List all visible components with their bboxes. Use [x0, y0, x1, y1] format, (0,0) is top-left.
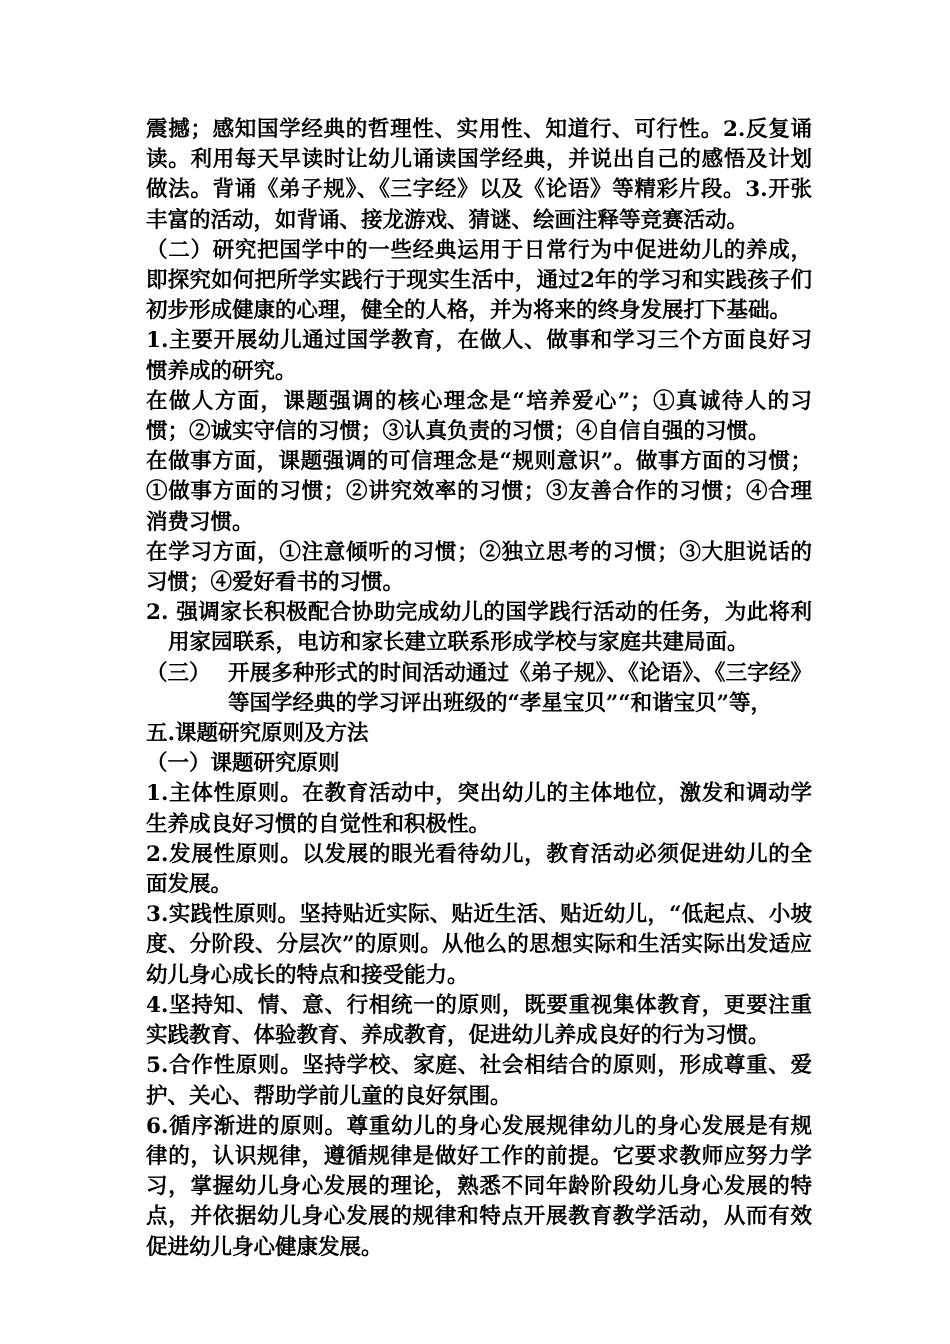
paragraph-item-2: 2. 强调家长积极配合协助完成幼儿的国学践行活动的任务，为此将利用家园联系，电访和家长建立联系形成学校与家庭共建局面。	[146, 600, 812, 656]
principle-practice: 3.实践性原则。坚持贴近实际、贴近生活、贴近幼儿，“低起点、小坡度、分阶段、分层次”的原则。从他么的思想实际和生活实际出发适应幼儿身心成长的特点和接受能力。	[146, 902, 812, 988]
paragraph-reading-activities: 震撼；感知国学经典的哲理性、实用性、知道行、可行性。2.反复诵读。利用每天早读时让幼儿诵读国学经典，并说出自己的感悟及计划做法。背诵《弟子规》、《三字经》以及《论语》等精彩片段。3.开张丰富的活动，如背诵、接龙游戏、猜谜、绘画注释等竞赛活动。	[146, 117, 812, 233]
paragraph-section-two: （二）研究把国学中的一些经典运用于日常行为中促进幼儿的养成，即探究如何把所学实践行于现实生活中，通过2年的学习和实践孩子们初步形成健康的心理，健全的人格，并为将来的终身发展打下基础。	[146, 237, 812, 324]
section-three-item	[146, 659, 812, 719]
paragraph-being-person: 在做人方面，课题强调的核心理念是“培养爱心”；①真诚待人的习惯；②诚实守信的习惯；③认真负责的习惯；④自信自强的习惯。	[146, 388, 812, 445]
principle-subject: 1.主体性原则。在教育活动中，突出幼儿的主体地位，激发和调动学生养成良好习惯的自觉性和积极性。	[146, 781, 812, 837]
paragraph-item-1: 1.主要开展幼儿通过国学教育，在做人、做事和学习三个方面良好习惯养成的研究。	[146, 328, 812, 384]
section-five-subheading: （一）课题研究原则	[146, 751, 340, 777]
principle-gradual: 6.循序渐进的原则。尊重幼儿的身心发展规律幼儿的身心发展是有规律的，认识规律，遵循规律是做好工作的前提。它要求教师应努力学习，掌握幼儿身心发展的理论，熟悉不同年龄阶段幼儿身心发展的特点，并依据幼儿身心发展的规律和特点开展教育教学活动，从而有效促进幼儿身心健康发展。	[146, 1113, 812, 1260]
document-page	[146, 115, 812, 1263]
paragraph-doing-things: 在做事方面，课题强调的可信理念是“规则意识”。做事方面的习惯；①做事方面的习惯；②讲究效率的习惯；③友善合作的习惯；④合理消费习惯。	[146, 449, 812, 535]
principle-cooperation: 5.合作性原则。坚持学校、家庭、社会相结合的原则，形成尊重、爱护、关心、帮助学前儿童的良好氛围。	[146, 1053, 812, 1109]
principle-development: 2.发展性原则。以发展的眼光看待幼儿，教育活动必须促进幼儿的全面发展。	[146, 841, 812, 898]
section-three-text: 开展多种形式的时间活动通过《弟子规》、《论语》、《三字经》等国学经典的学习评出班级的“孝星宝贝”“和谐宝贝”等，	[228, 660, 812, 716]
section-three-label: （三）	[146, 660, 211, 686]
paragraph-learning: 在学习方面，①注意倾听的习惯；②独立思考的习惯；③大胆说话的习惯；④爱好看书的习惯。	[146, 539, 812, 596]
principle-unity: 4.坚持知、情、意、行相统一的原则，既要重视集体教育，更要注重实践教育、体验教育、养成教育，促进幼儿养成良好的行为习惯。	[146, 992, 812, 1049]
section-five-heading: 五.课题研究原则及方法	[146, 721, 369, 747]
